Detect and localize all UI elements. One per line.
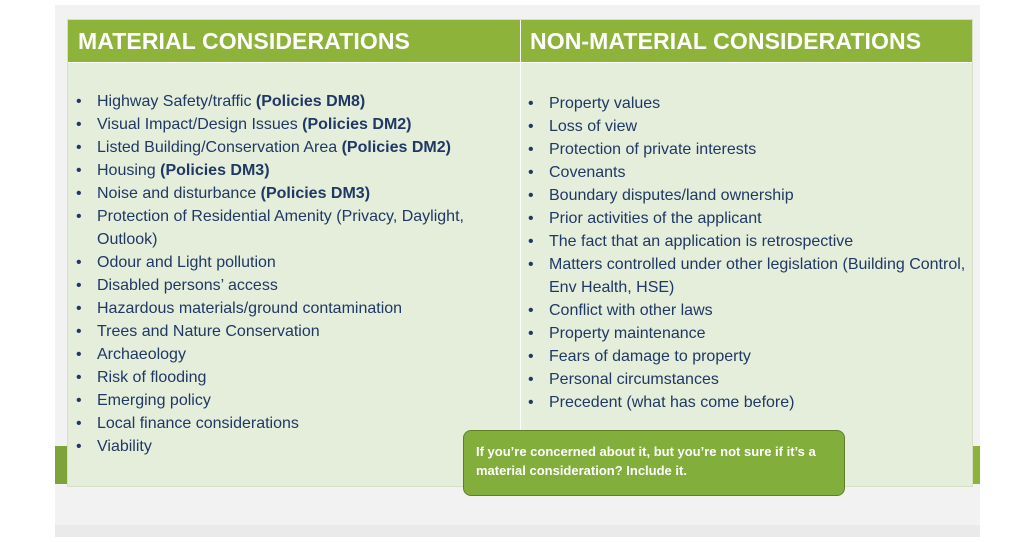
- non-material-considerations-heading: NON-MATERIAL CONSIDERATIONS: [530, 28, 922, 54]
- list-item: • Hazardous materials/ground contamination: [76, 297, 511, 320]
- list-item: • Odour and Light pollution: [76, 251, 511, 274]
- list-item: • Local finance considerations: [76, 412, 511, 435]
- list-item: • Precedent (what has come before): [528, 391, 968, 414]
- list-item: • Personal circumstances: [528, 368, 968, 391]
- list-item: • Emerging policy: [76, 389, 511, 412]
- decorative-strip-left: [55, 446, 67, 484]
- list-item: • Protection of Residential Amenity (Privacy, Daylight, Outlook): [76, 205, 511, 251]
- list-item: • Loss of view: [528, 115, 968, 138]
- list-item: • Fears of damage to property: [528, 345, 968, 368]
- material-list: [76, 90, 511, 458]
- list-item: • Property maintenance: [528, 322, 968, 345]
- column-divider: [520, 20, 521, 486]
- material-considerations-heading: MATERIAL CONSIDERATIONS: [78, 28, 410, 54]
- slide-bottom-band: [55, 525, 980, 537]
- list-item: • Property values: [528, 92, 968, 115]
- list-item: • Archaeology: [76, 343, 511, 366]
- list-item: • Covenants: [528, 161, 968, 184]
- list-item: • Boundary disputes/land ownership: [528, 184, 968, 207]
- list-item: • Conflict with other laws: [528, 299, 968, 322]
- list-item: • Viability: [76, 435, 511, 458]
- non-material-list: [528, 92, 968, 414]
- list-item: • Prior activities of the applicant: [528, 207, 968, 230]
- list-item: • Risk of flooding: [76, 366, 511, 389]
- list-item: • Visual Impact/Design Issues (Policies DM2): [76, 113, 511, 136]
- considerations-table: [67, 19, 973, 487]
- list-item: • Disabled persons’ access: [76, 274, 511, 297]
- advice-callout: If you’re concerned about it, but you’re not sure if it’s a material consideration? Include it.: [463, 430, 845, 496]
- list-item: • Housing (Policies DM3): [76, 159, 511, 182]
- list-item: • Noise and disturbance (Policies DM3): [76, 182, 511, 205]
- list-item: • Trees and Nature Conservation: [76, 320, 511, 343]
- list-item: • Highway Safety/traffic (Policies DM8): [76, 90, 511, 113]
- list-item: • Matters controlled under other legislation (Building Control, Env Health, HSE): [528, 253, 968, 299]
- list-item: • Protection of private interests: [528, 138, 968, 161]
- list-item: • The fact that an application is retrospective: [528, 230, 968, 253]
- list-item: • Listed Building/Conservation Area (Policies DM2): [76, 136, 511, 159]
